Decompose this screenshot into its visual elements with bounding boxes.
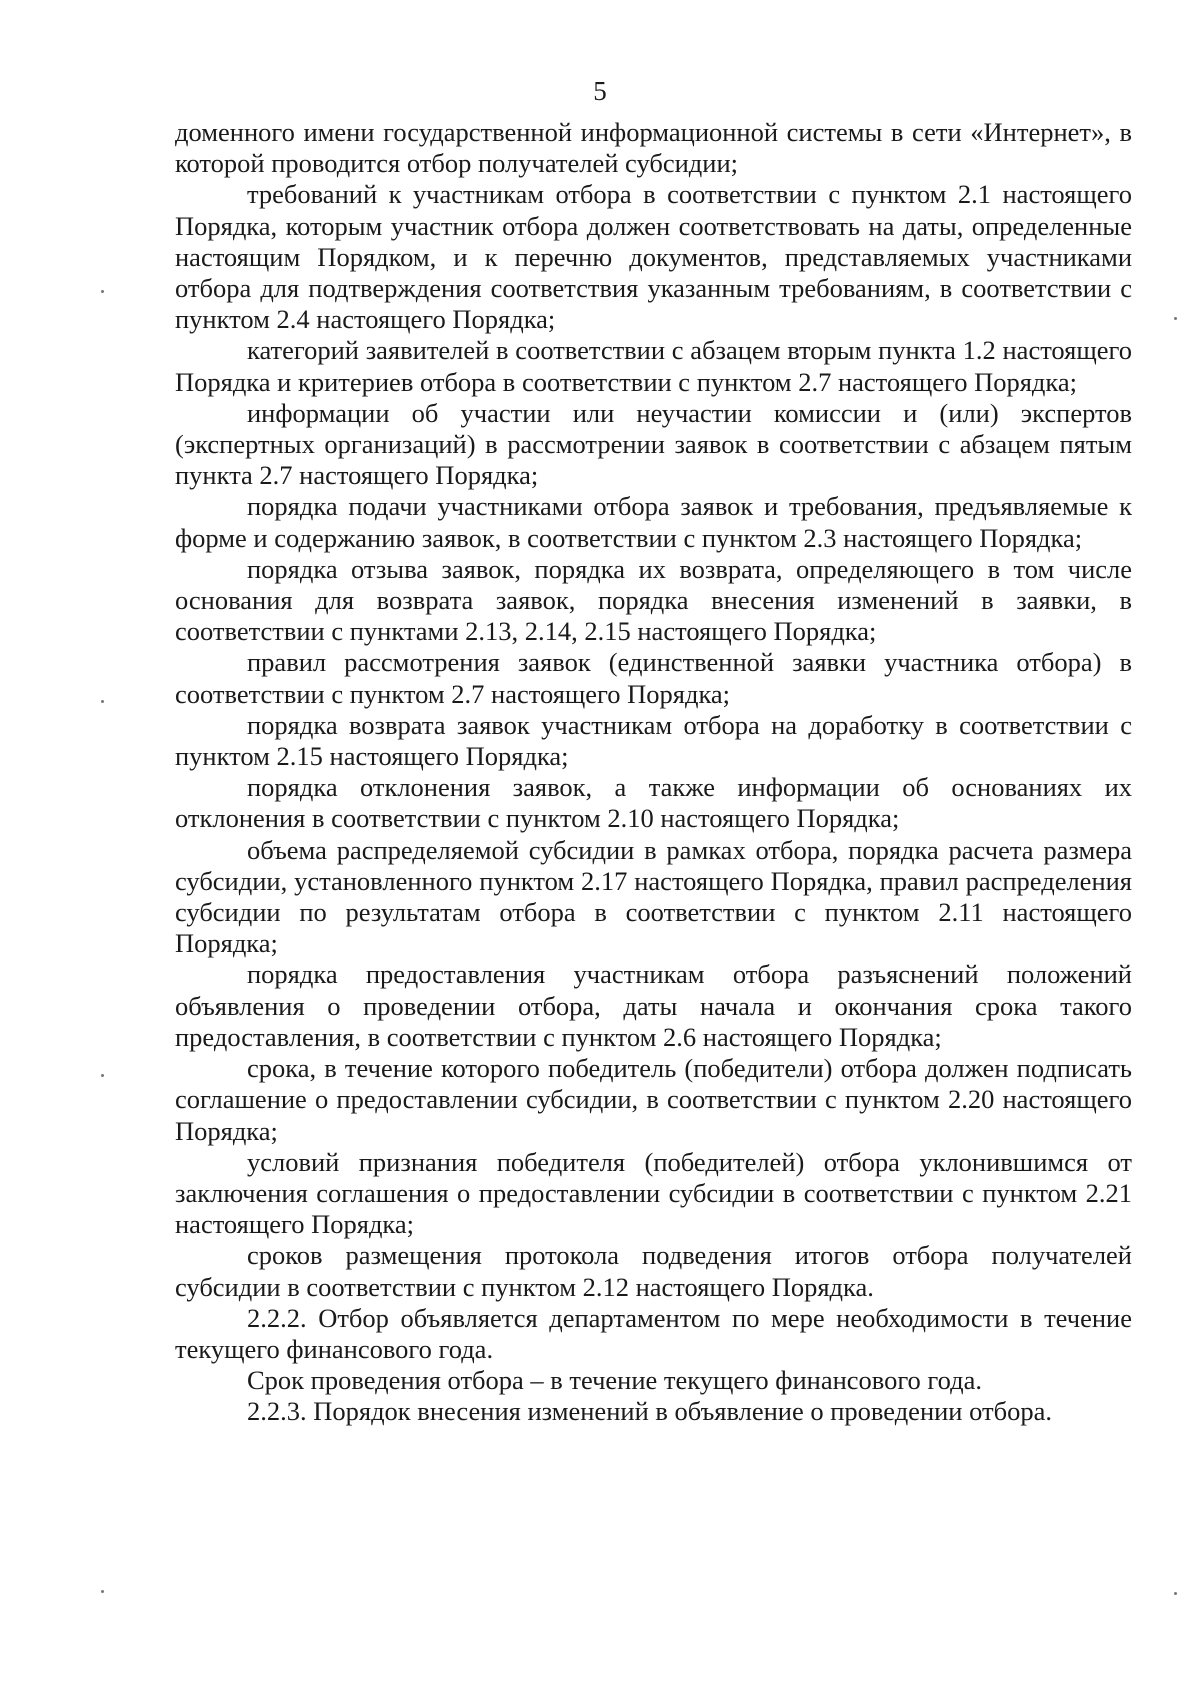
paragraph-clarifications: порядка предоставления участникам отбора разъяснений положений объявления о проведении отбора, даты начала и окончания срока такого предоставления, в соответствии с пунктом 2.6 настоящего Порядка; — [175, 959, 1132, 1052]
paragraph-evasion-conditions: условий признания победителя (победителей) отбора уклонившимся от заключения соглашения о предоставлении субсидии в соответствии с пунктом 2.21 настоящего Порядка; — [175, 1146, 1132, 1240]
paragraph-application-submission: порядка подачи участниками отбора заявок и требования, предъявляемые к форме и содержанию заявок, в соответствии с пунктом 2.3 настоящего Порядка; — [175, 491, 1132, 553]
scan-speck — [101, 1074, 104, 1077]
paragraph-clause-2-2-3: 2.2.3. Порядок внесения изменений в объявление о проведении отбора. — [247, 1396, 1052, 1427]
paragraph-commission-participation: информации об участии или неучастии комиссии и (или) экспертов (экспертных организаций) в рассмотрении заявок в соответствии с абзацем пятым пункта 2.7 настоящего Порядка; — [175, 397, 1132, 491]
paragraph-subsidy-volume: объема распределяемой субсидии в рамках отбора, порядка расчета размера субсидии, установленного пунктом 2.17 настоящего Порядка, правил распределения субсидии по результатам отбора в соответствии с пунктом 2.11 настоящего Порядка; — [175, 834, 1132, 959]
paragraph-review-rules: правил рассмотрения заявок (единственной заявки участника отбора) в соответствии с пунктом 2.7 настоящего Порядка; — [175, 647, 1132, 709]
scan-speck — [101, 1590, 104, 1593]
page-number: 5 — [593, 76, 607, 106]
scan-speck — [101, 700, 104, 703]
scan-speck — [1174, 1592, 1177, 1595]
document-body — [175, 117, 1132, 1428]
paragraph-protocol-deadlines: сроков размещения протокола подведения итогов отбора получателей субсидии в соответствии с пунктом 2.12 настоящего Порядка. — [175, 1240, 1132, 1302]
paragraph-participant-requirements: требований к участникам отбора в соответствии с пунктом 2.1 настоящего Порядка, которым участник отбора должен соответствовать на даты, определенные настоящим Порядком, и к перечню документов, представляемых участниками отбора для подтверждения соответствия указанным требованиям, в соответствии с пунктом 2.4 настоящего Порядка; — [175, 179, 1132, 335]
paragraph-domain-name: доменного имени государственной информационной системы в сети «Интернет», в которой проводится отбор получателей субсидии; — [175, 117, 1132, 179]
paragraph-applicant-categories: категорий заявителей в соответствии с абзацем вторым пункта 1.2 настоящего Порядка и критериев отбора в соответствии с пунктом 2.7 настоящего Порядка; — [175, 335, 1132, 397]
scan-speck — [101, 290, 104, 293]
paragraph-return-for-revision: порядка возврата заявок участникам отбора на доработку в соответствии с пунктом 2.15 настоящего Порядка; — [175, 709, 1132, 772]
paragraph-clause-2-2-2: 2.2.2. Отбор объявляется департаментом по мере необходимости в течение текущего финансового года. — [175, 1302, 1132, 1364]
paragraph-agreement-deadline: срока, в течение которого победитель (победители) отбора должен подписать соглашение о предоставлении субсидии, в соответствии с пунктом 2.20 настоящего Порядка; — [175, 1053, 1132, 1146]
paragraph-rejection-procedure: порядка отклонения заявок, а также информации об основаниях их отклонения в соответствии с пунктом 2.10 настоящего Порядка; — [175, 772, 1132, 834]
scan-speck — [1174, 317, 1177, 320]
paragraph-application-withdrawal: порядка отзыва заявок, порядка их возврата, определяющего в том числе основания для возврата заявок, порядка внесения изменений в заявки, в соответствии с пунктами 2.13, 2.14, 2.15 настоящего Порядка; — [175, 553, 1132, 647]
paragraph-selection-period: Срок проведения отбора – в течение текущего финансового года. — [247, 1365, 982, 1396]
